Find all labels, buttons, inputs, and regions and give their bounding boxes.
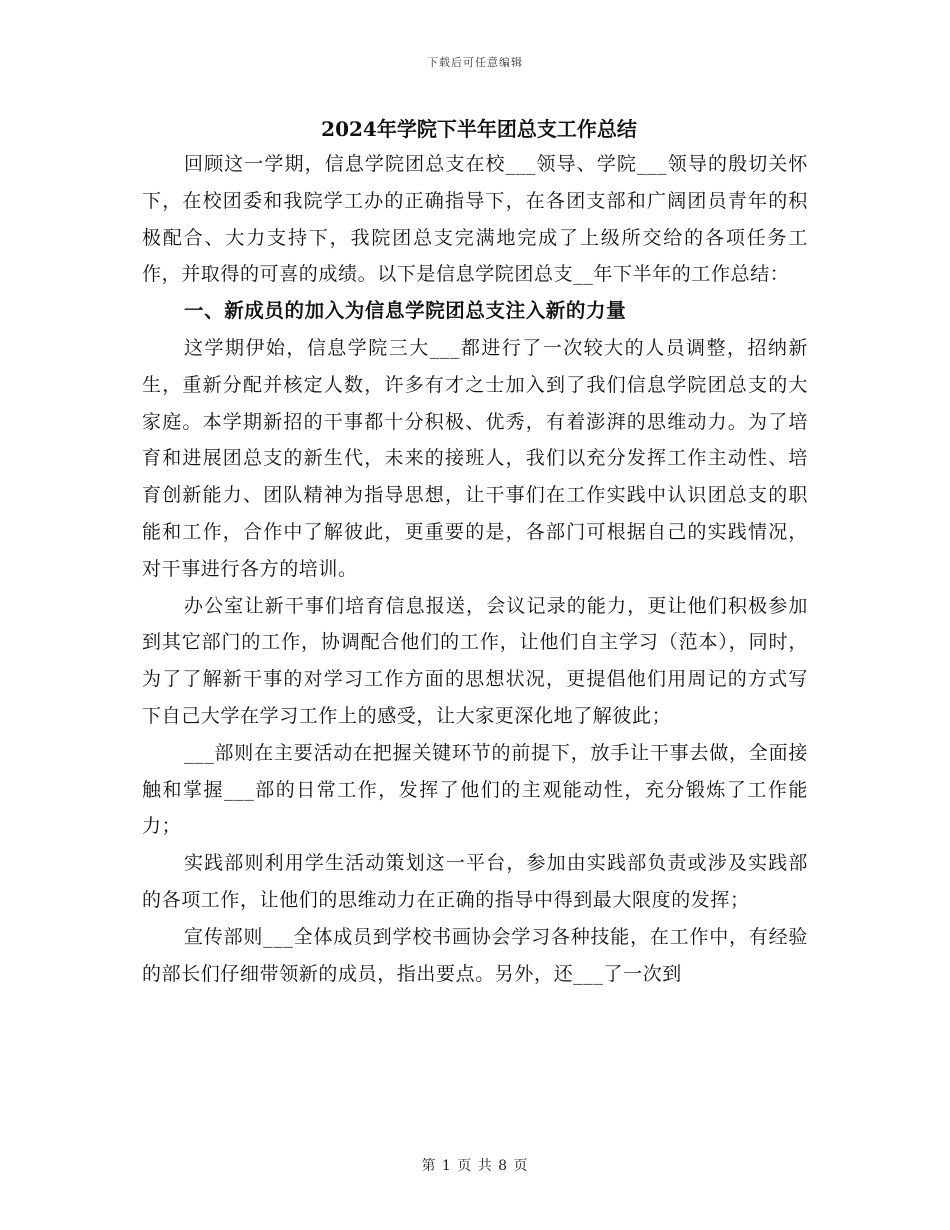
header-note: 下载后可任意编辑: [427, 56, 523, 69]
paragraph-publicity: 宣传部则___全体成员到学校书画协会学习各种技能，在工作中，有经验的部长们仔细带领新的成员，指出要点。另外，还___了一次到: [142, 925, 808, 985]
paragraph-office: 办公室让新干事们培育信息报送，会议记录的能力，更让他们积极参加到其它部门的工作，协调配合他们的工作，让他们自主学习（范本），同时，为了了解新干事的对学习工作方面的思想状况，更提倡他们用周记的方式写下自己大学在学习工作上的感受，让大家更深化地了解彼此；: [142, 594, 808, 727]
document-title: 2024年学院下半年团总支工作总结: [321, 117, 637, 141]
paragraph-new-members: 这学期伊始，信息学院三大___都进行了一次较大的人员调整，招纳新生，重新分配并核定人数，许多有才之士加入到了我们信息学院团总支的大家庭。本学期新招的干事都十分积极、优秀，有着澎湃的思维动力。为了培育和进展团总支的新生代，未来的接班人，我们以充分发挥工作主动性、培育创新能力、团队精神为指导思想，让干事们在工作实践中认识团总支的职能和工作，合作中了解彼此，更重要的是，各部门可根据自己的实践情况，对干事进行各方的培训。: [142, 336, 808, 580]
page-number: 第 1 页 共 8 页: [421, 1158, 529, 1174]
paragraph-department: ___部则在主要活动在把握关键环节的前提下，放手让干事去做，全面接触和掌握___部的日常工作，发挥了他们的主观能动性，充分锻炼了工作能力；: [142, 741, 808, 838]
document-body: [142, 112, 808, 992]
paragraph-intro: 回顾这一学期，信息学院团总支在校___领导、学院___领导的殷切关怀下，在校团委和我院学工办的正确指导下，在各团支部和广阔团员青年的积极配合、大力支持下，我院团总支完满地完成了上级所交给的各项任务工作，并取得的可喜的成绩。以下是信息学院团总支__年下半年的工作总结：: [142, 153, 808, 286]
section-heading-1: 一、新成员的加入为信息学院团总支注入新的力量: [184, 299, 627, 323]
paragraph-practice: 实践部则利用学生活动策划这一平台，参加由实践部负责或涉及实践部的各项工作，让他们的思维动力在正确的指导中得到最大限度的发挥；: [142, 852, 808, 911]
